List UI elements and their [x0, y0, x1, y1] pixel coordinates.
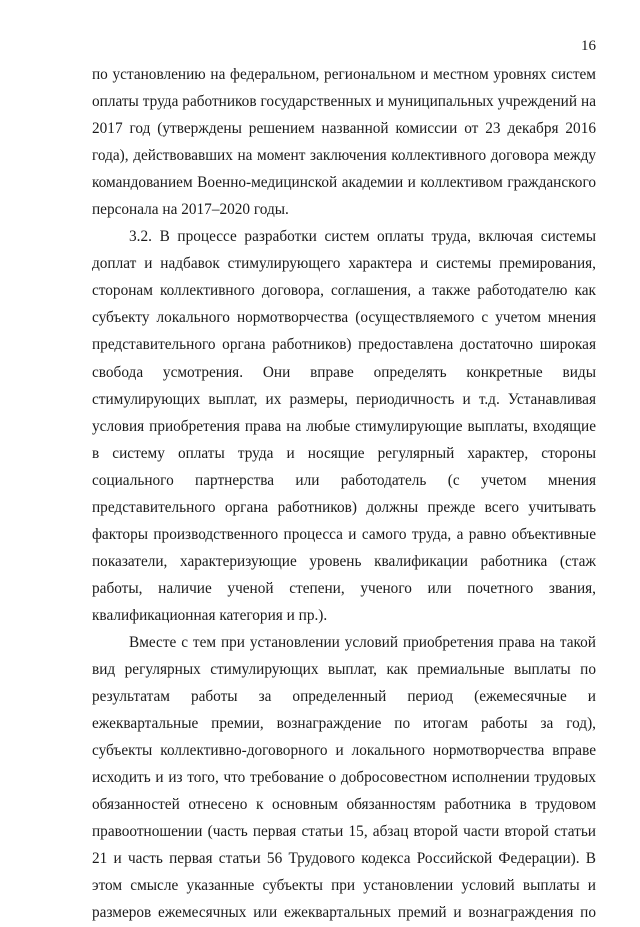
- document-body: [92, 61, 596, 927]
- paragraph-3: Вместе с тем при установлении условий приобретения права на такой вид регулярных стимулирующих выплат, как премиальные выплаты по результатам работы за определенный период (ежемесячные и ежеквартальные премии, вознаграждение по итогам работы за год), субъекты коллективно-договорного и локального нормотворчества вправе исходить и из того, что требование о добросовестном исполнении трудовых обязанностей отнесено к основным обязанностям работника в трудовом правоотношении (часть первая статьи 15, абзац второй части второй статьи 21 и часть первая статьи 56 Трудового кодекса Российской Федерации). В этом смысле указанные субъекты при установлении условий выплаты и размеров ежемесячных или ежеквартальных премий и вознаграждения по: [92, 633, 596, 922]
- paragraph-1: по установлению на федеральном, региональном и местном уровнях систем оплаты труда работников государственных и муниципальных учреждений на 2017 год (утверждены решением названной комиссии от 23 декабря 2016 года), действовавших на момент заключения коллективного договора между командованием Военно-медицинской академии и коллективом гражданского персонала на 2017–2020 годы.: [92, 66, 596, 219]
- paragraph-2: 3.2. В процессе разработки систем оплаты труда, включая системы доплат и надбавок стимулирующего характера и системы премирования, сторонам коллективного договора, соглашения, а также работодателю как субъекту локального нормотворчества (осуществляемого с учетом мнения представительного органа работников) предоставлена достаточно широкая свобода усмотрения. Они вправе определять конкретные виды стимулирующих выплат, их размеры, периодичность и т.д. Устанавливая условия приобретения права на любые стимулирующие выплаты, входящие в систему оплаты труда и носящие регулярный характер, стороны социального партнерства или работодатель (с учетом мнения представительного органа работников) должны прежде всего учитывать факторы производственного процесса и самого труда, а равно объективные показатели, характеризующие уровень квалификации работника (стаж работы, наличие ученой степени, ученого или почетного звания, квалификационная категория и пр.).: [92, 228, 596, 624]
- page-number: 16: [581, 38, 596, 54]
